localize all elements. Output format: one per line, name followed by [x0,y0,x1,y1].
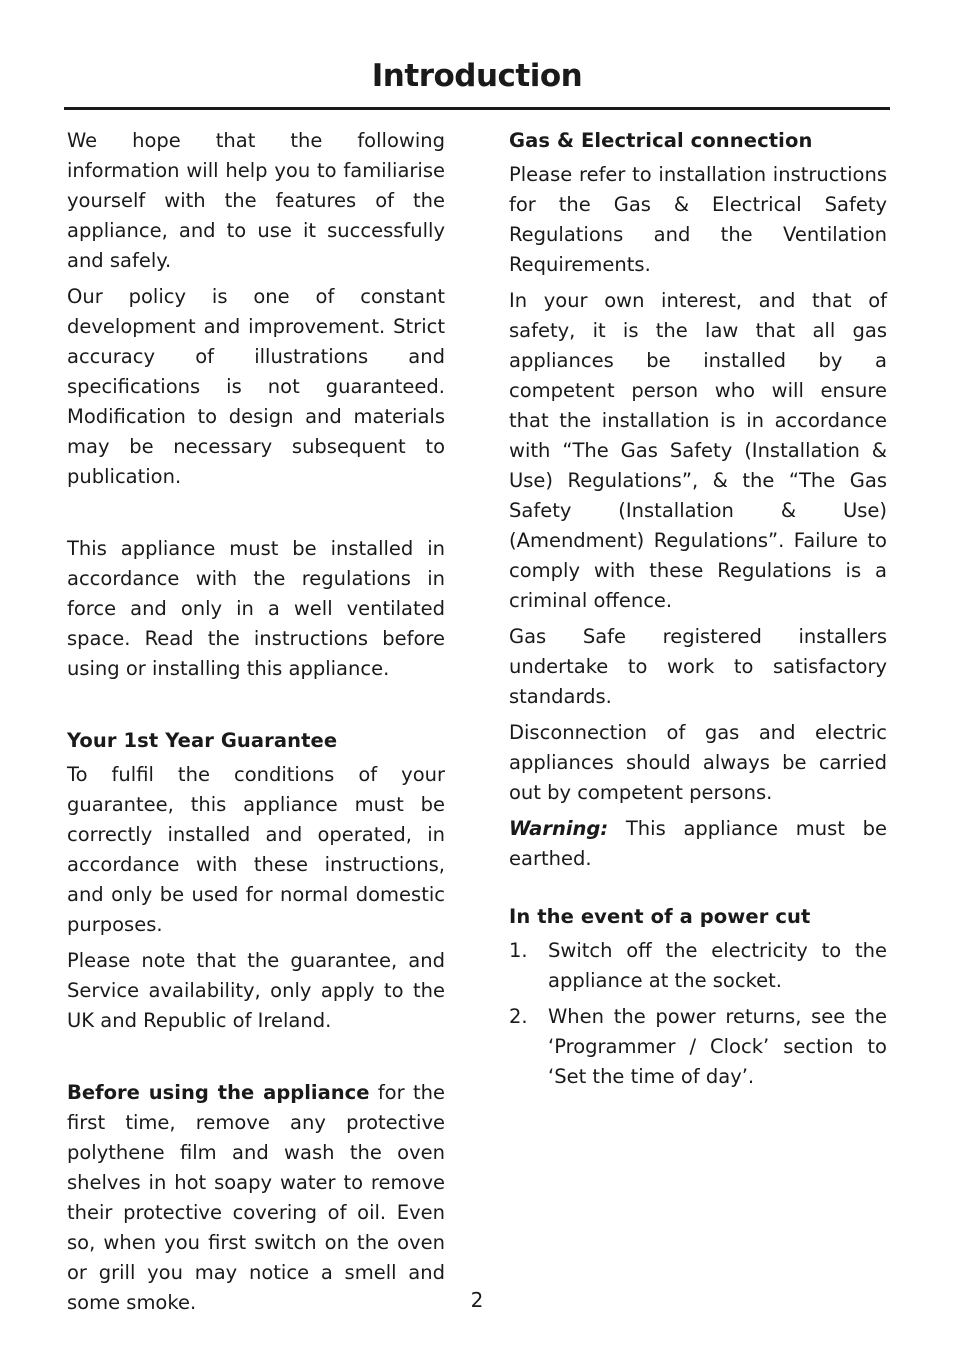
step-number: 1. [509,939,528,962]
list-item [509,1002,887,1092]
power-cut-steps [509,936,887,1092]
warning-text: This appliance must be earthed. [509,817,887,870]
step-text: When the power returns, see the ‘Programmer / Clock’ section to ‘Set the time of day’. [548,1005,887,1088]
title-divider [64,107,890,110]
power-cut-heading: In the event of a power cut [509,905,811,928]
left-column [67,126,445,1324]
guarantee-region-paragraph: Please note that the guarantee, and Service availability, only apply to the UK and Republic of Ireland. [67,949,445,1032]
step-number: 2. [509,1005,528,1028]
spacer [67,690,445,726]
before-use-text: for the first time, remove any protective polythene film and wash the oven shelves in hot soapy water to remove their protective covering of oil. Even so, when you first switch on the oven or grill you may notice a smell and some smoke. [67,1081,446,1314]
guarantee-heading: Your 1st Year Guarantee [67,729,338,752]
page-number: 2 [470,1288,484,1312]
list-item [509,936,887,996]
disconnection-paragraph: Disconnection of gas and electric appliances should always be carried out by competent persons. [509,721,887,804]
spacer [509,880,887,902]
spacer [67,1042,445,1078]
before-use-lead: Before using the appliance [67,1081,370,1104]
step-text: Switch off the electricity to the appliance at the socket. [548,939,887,992]
page-title: Introduction [371,58,583,94]
gas-law-paragraph: In your own interest, and that of safety, it is the law that all gas appliances be installed by a competent person who will ensure that the installation is in accordance with “The Gas Safety (Installation & Use) Regulations”, & the “The Gas Safety (Installation & Use) (Amendment) Regulations”. Failure to comply with these Regulations is a criminal offence. [509,289,887,612]
before-use-paragraph [67,1078,445,1318]
installation-paragraph: This appliance must be installed in accordance with the regulations in force and only in a well ventilated space. Read the instructions before using or installing this appliance. [67,537,445,680]
policy-paragraph: Our policy is one of constant development and improvement. Strict accuracy of illustrations and specifications is not guaranteed. Modification to design and materials may be necessary subsequent to publication. [67,285,445,488]
guarantee-paragraph: To fulfil the conditions of your guarantee, this appliance must be correctly installed and operated, in accordance with these instructions, and only be used for normal domestic purposes. [67,763,445,936]
intro-paragraph: We hope that the following information will help you to familiarise yourself with the features of the appliance, and to use it successfully and safely. [67,129,445,272]
spacer [67,498,445,534]
gas-electrical-heading: Gas & Electrical connection [509,129,813,152]
gas-safe-paragraph: Gas Safe registered installers undertake to work to satisfactory standards. [509,625,887,708]
warning-paragraph [509,814,887,874]
gas-refer-paragraph: Please refer to installation instructions for the Gas & Electrical Safety Regulations and the Ventilation Requirements. [509,163,887,276]
warning-label: Warning: [509,817,609,840]
right-column [509,126,887,1098]
